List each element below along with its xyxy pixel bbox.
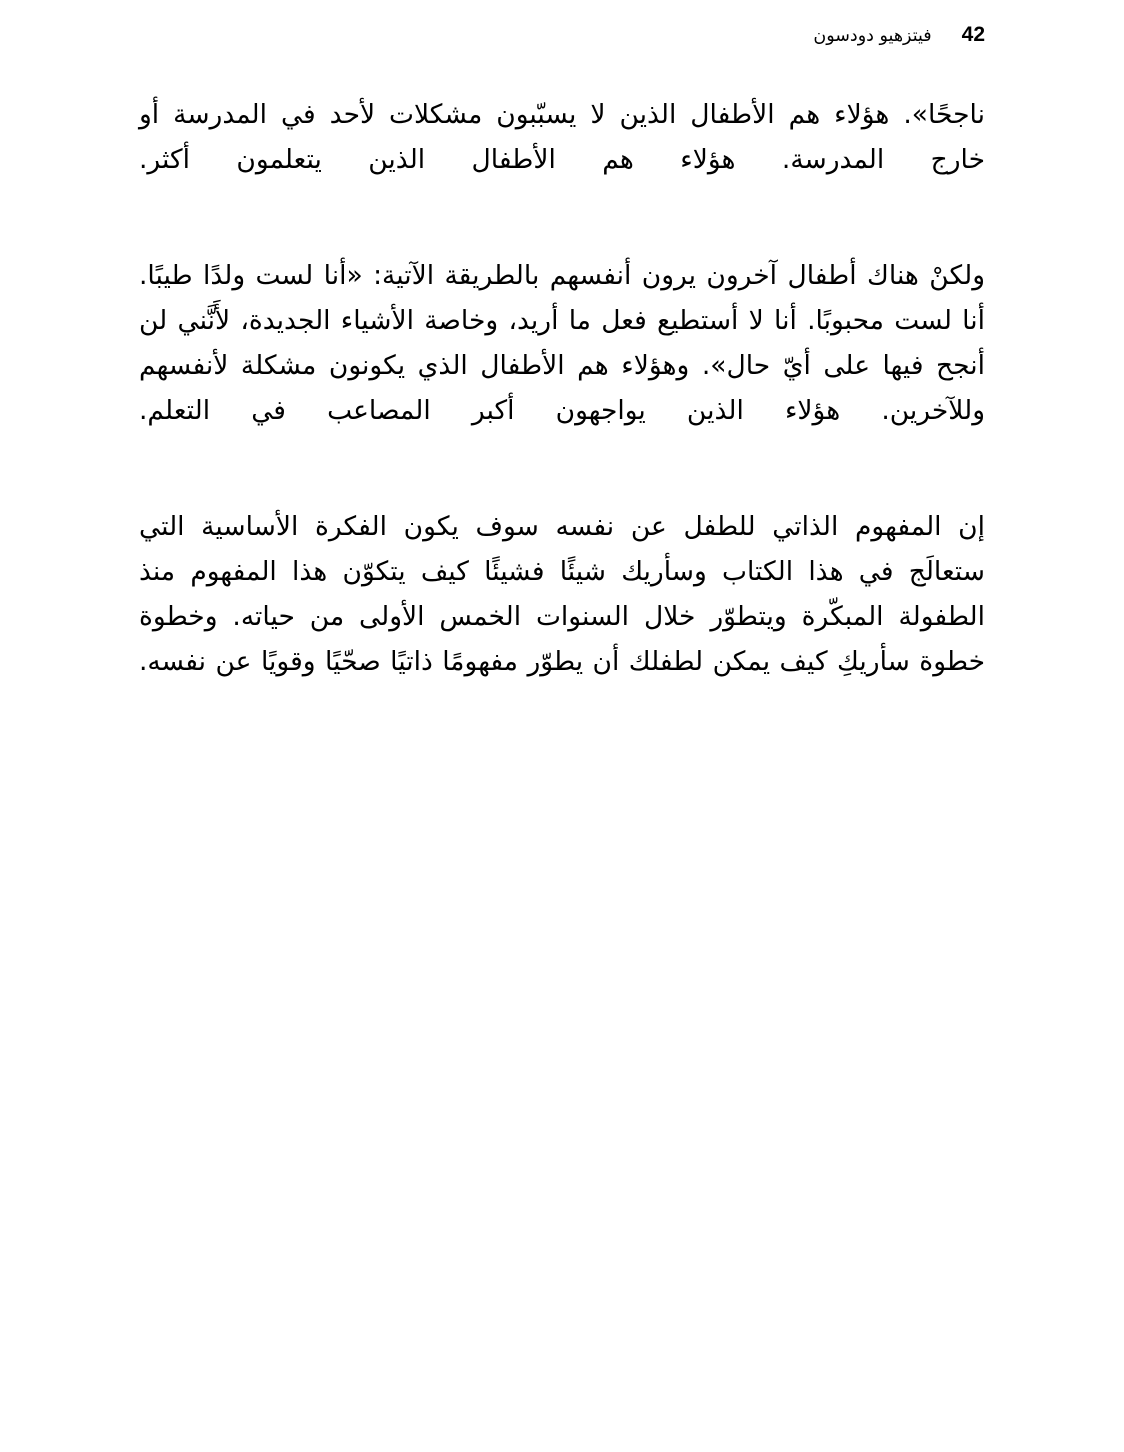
paragraph-2: ولكنْ هناك أطفال آخرون يرون أنفسهم بالطريقة الآتية: «أنا لست ولدًا طيبًا. أنا لست محبوبًا. أنا لا أستطيع فعل ما أريد، وخاصة الأشياء الجديدة، لأَنَّني لن أنجح فيها على أيّ حال». وهؤلاء هم الأطفال الذي يكونون مشكلة لأنفسهم وللآخرين. هؤلاء الذين يواجهون أكبر المصاعب في التعلم. [139, 260, 985, 426]
paragraph-1: ناجحًا». هؤلاء هم الأطفال الذين لا يسبّبون مشكلات لأحد في المدرسة أو خارج المدرسة. هؤلاء هم الأطفال الذين يتعلمون أكثر. [139, 99, 985, 175]
page-number: 42 [961, 23, 985, 46]
body-text-column [139, 92, 985, 729]
paragraph-3: إن المفهوم الذاتي للطفل عن نفسه سوف يكون الفكرة الأساسية التي ستعالَج في هذا الكتاب وسأريك شيئًا فشيئًا كيف يتكوّن هذا المفهوم منذ الطفولة المبكّرة ويتطوّر خلال السنوات الخمس الأولى من حياته. وخطوة خطوة سأريكِ كيف يمكن لطفلك أن يطوّر مفهومًا ذاتيًا صحّيًا وقويًا عن نفسه. [139, 511, 985, 677]
running-head [139, 24, 985, 64]
running-head-title: فيتزهيو دودسون [813, 26, 932, 46]
